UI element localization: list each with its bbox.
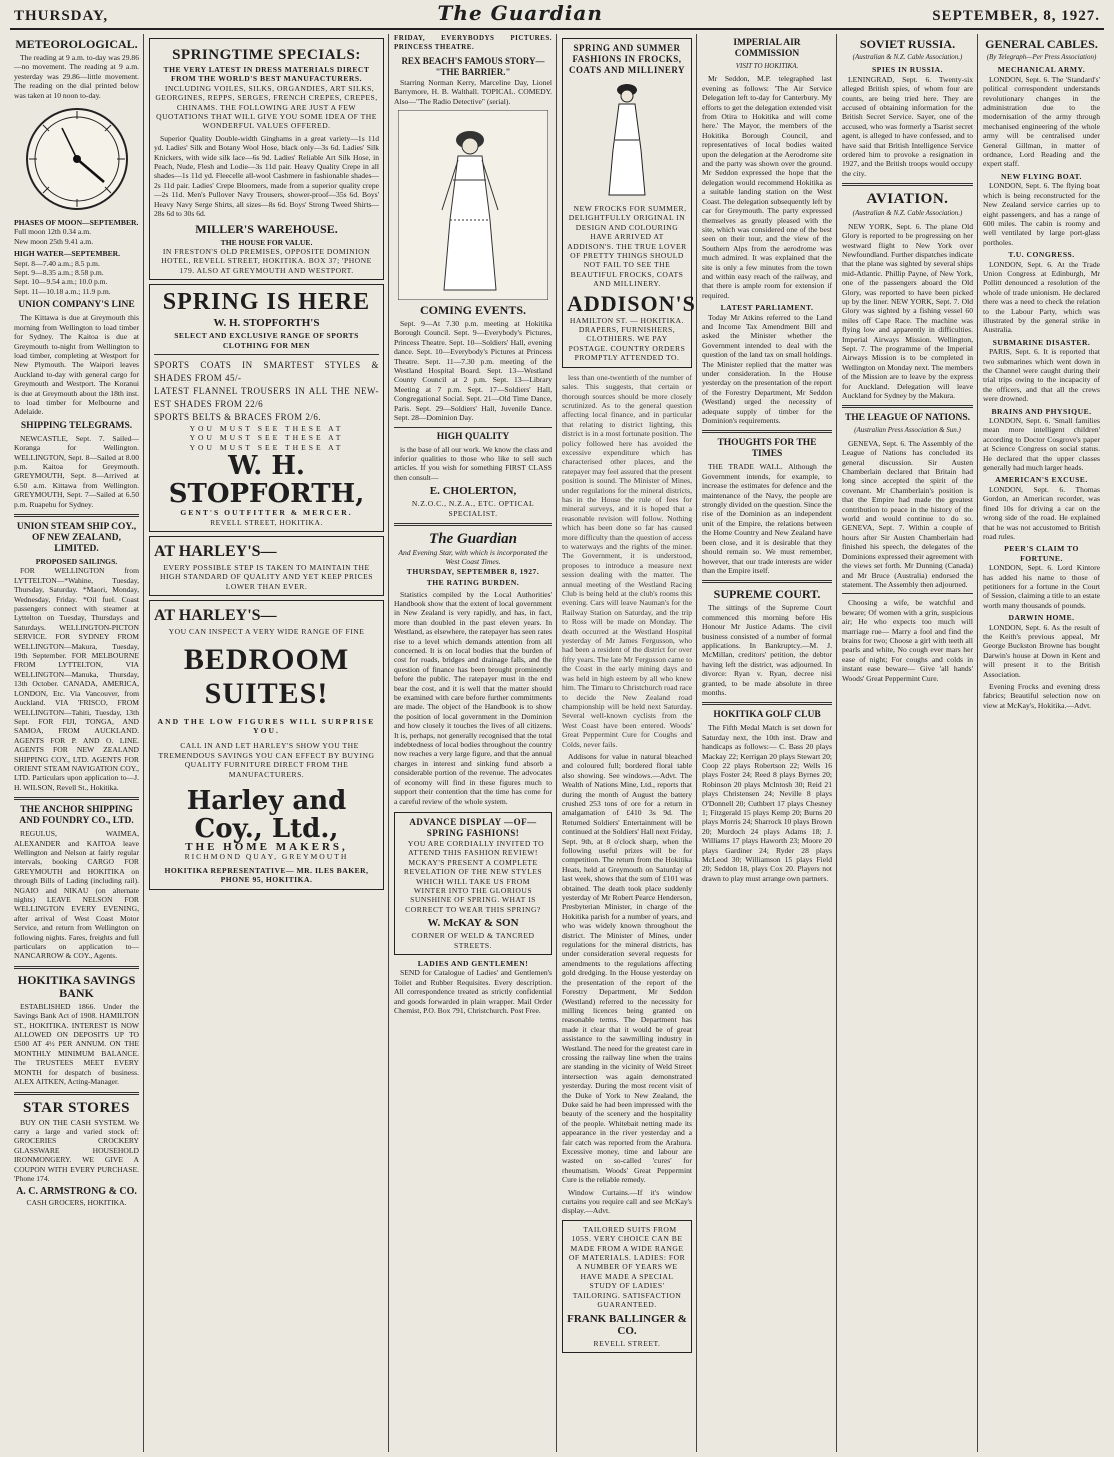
american-excuse-heading: AMERICAN'S EXCUSE. [995,475,1088,485]
masthead [10,1,1104,30]
divider [14,966,139,969]
mckay-advance-display-ad [394,812,552,955]
column-rule [977,34,978,1452]
anchor-shipping-heading: THE ANCHOR SHIPPING AND FOUNDRY CO., LTD. [19,805,134,827]
star-stores-address: CASH GROCERS, HOKITIKA. [26,1198,127,1208]
column-rule [696,34,697,1452]
divider [842,593,973,594]
column-7 [838,34,977,1452]
barrier-text: Starring Norman Kerry, Marceline Day, Lionel Barrymore, H. B. Walthall. TOPICAL. COMEDY. Also—"The Radio Detective" (serial). [394,77,552,106]
fashion-figure-icon [597,80,657,200]
brains-heading: BRAINS AND PHYSIQUE. [991,406,1092,416]
american-excuse-text: LONDON, Sept. 6. Thomas Gordon, an American recorder, was fined 10s for driving a car on the wrong side of the road. He explained that he was not accustomed to British road rules. [983,484,1100,541]
advance-display-heading: ADVANCE DISPLAY —OF— SPRING FASHIONS! [409,816,537,838]
divider [842,183,973,186]
union-steam-ship-text: FOR WELLINGTON from LYTTELTON—*Wahine, Tuesday, Thursday, Saturday. *Maori, Monday, Wednesday, Friday. *Oil fuel. Coast passengers connect with steamer at Lyttelton on Tuesday, Thursdays and Saturdays. WELLINGTON-PICTON SERVICE. FOR SYDNEY FROM WELLINGTON—Makura, Tuesday, 19th September. FOR MELBOURNE FROM LYTTELTON, VIA WELLINGTON—Manuka, Thursday, 13th October. CANADA, AMERICA, LONDON, Etc. Via Vancouver, from Auckland. VIA 'FRISCO, FROM WELLINGTON—Tahiti, Tuesday, 13th Sept. FOR FIJI, TONGA, AND SAMOA, FROM AUCKLAND. AGENTS FOR P. AND O. LINE. AGENTS FOR NEW ZEALAND SHIPPING COY., LTD. AGENTS FOR ORIENT STEAM NAVIGATION COY., LTD. Particulars upon application to—J. H. WILSON, Revell St., Hokitika. [14,566,139,792]
coming-events-heading: COMING EVENTS. [419,303,526,318]
news-items-text: Addisons for value in natural bleached and coloured full; bordered floral table also showing. See windows.—Advt. The Wealth of Nations Mine, Ltd., reports that during the month of August the battery crushed 253 tons of ore for a return in amalgamation of £410 3s 9d. The Returned Soldiers' Entertainment will be continued at the Soldiers' Hall next Friday, Sept. 9th, at 8 o'clock sharp, when the following useful prizes will be for competition. The return from the Hokitika Heats, held at Greymouth on Saturday of last week, shows that the sum of £101 was obtained. The death took place suddenly yesterday of Mr Robert Pearce Henderson, Presbyterian Minister, in charge of the Hokitika parish for a number of years, and who was widely known throughout the district. The Minister of Mines, under regulations for the mineral districts, has under consideration several requests for amendments to the regulations affecting gold dredging. In the House yesterday on the presentation of the report of the Forestry Department, Mr Seddon (Westland) referred to the necessity for milling licences being granted on reasonable terms. The Department has made it clear that it would be of great assistance to the sawmilling industry in Westland. The need for the greatest care in crossing the railway line when the trains are standing in the vicinity of Weld Street intersection was again demonstrated yesterday. During the most recent visit of the Duke of York to New Zealand, the Duke said he had been impressed with the beauty of the scenery and the hospitality of the people. Whitebait netting made its appearance in the river yesterday and a fair catch was reported from the Arahura. Excessive money, time and labour are wasted on so-called 'cures' for rheumatism. Woods' Great Peppermint Cure is the reliable remedy. [562,751,692,1185]
cholerton-subtitle: N.Z.O.C., N.Z.A., ETC. OPTICAL SPECIALIST. [411,499,535,518]
parliament-heading: LATEST PARLIAMENT. [720,303,814,313]
stopforth-ad [149,284,384,532]
star-stores-heading: STAR STORES [22,1099,131,1116]
stopforth-name: W. H. STOPFORTH, [168,451,365,510]
divider [14,514,139,517]
addisons-text: NEW FROCKS FOR SUMMER, DELIGHTFULLY ORIGINAL IN DESIGN AND COLOURING HAVE ARRIVED AT ADDISON'S. THE TRUE LOVER OF PRETTY THINGS SHOULD NOT FAIL TO SEE THE BEAUTIFUL FROCKS, COATS AND MILLINERY. [567,204,687,289]
stopforth-line: YOU MUST SEE THESE AT [189,433,344,443]
union-steam-ship-subheading: PROPOSED SAILINGS. [35,557,118,566]
anchor-shipping-text: REGULUS, WAIMEA, ALEXANDER and KAITOA leave Wellington and Nelson at fairly regular intervals, booking CARGO FOR GREYMOUTH and HOKITIKA on through Bills of Lading (including rail). NGAIO and NIKAU (on alternate nights) LEAVE NELSON FOR WELLINGTON EVERY EVENING, after arrival of West Coast Motor Service, and return from Wellington on following nights. Fares, freights and full particulars on application to— NANCARROW & COY., Agents. [14,829,139,961]
flying-boat-text: LONDON, Sept. 6. The flying boat which is being reconstructed for the New Zealand service carries up to eight passengers, and has a range of 600 miles. The cabin is roomy and well ventilated by large port-glass portholes. [983,181,1100,247]
divider [702,702,832,705]
tu-congress-text: LONDON, Sept. 6. At the Trade Union Congress at Edinburgh, Mr Pollitt denounced a resolution of the whole of trade unionism. He declared there was a need to check the relation to the Labour Party, which was illustrated by the general strike in Australia. [983,259,1100,335]
addisons-name: ADDISON'S [567,290,696,316]
moon-heading: PHASES OF MOON—SEPTEMBER. [14,218,139,228]
brains-text: LONDON, Sept. 6. 'Small families mean more intelligent children' according to Doctor Cosgrove's paper at Science Congress on social status. He declared that the upper classes generally had much larger heads. [983,416,1100,473]
tu-congress-heading: T.U. CONGRESS. [1008,250,1075,260]
springtime-subheading: THE VERY LATEST IN DRESS MATERIALS DIRECT FROM THE WORLD'S BEST MANUFACTURERS. [163,65,370,84]
high-water-line: Sept. 11—10.18 a.m.; 11.9 p.m. [14,286,111,296]
millers-slogan: THE HOUSE FOR VALUE. [220,237,313,247]
divider [154,354,379,355]
rating-burden-text: Statistics compiled by the Local Authorities' Handbook show that the extent of local government in New Zealand is very rapidly, and has, in fact, more than doubled in the past eleven years. In Westland, as elsewhere, the ratepayer has seen rates rise to a level which demands attention from all concerned. It is on local bodies that the burden of cost for roads, bridges and drainage falls, and the question of finance has been brought prominently before the public. The ratepayer must in the end bear the cost, and it is well that the matter should be examined with care before further commitments are made. The object of the Handbook is to show the position of local government in the Dominion and how closely it touches the lives of all citizens. It is, perhaps, not generally recognised that the total indebtedness of local bodies throughout the country now reaches a very large figure, and that the annual charges in interest and sinking fund absorb a considerable portion of the revenue. The advocates of economy will find in these figures much to support their contention that the time has come for a careful review of the whole system. [394,589,552,806]
ballinger-ad [562,1220,692,1353]
column-3 [390,34,556,1452]
stopforth-subtitle: SELECT AND EXCLUSIVE RANGE OF SPORTS CLOTHING FOR MEN [174,331,359,350]
column-rule [388,34,389,1452]
divider [702,580,832,583]
union-steam-ship-heading: UNION STEAM SHIP COY., OF NEW ZEALAND, LIMITED. [16,522,137,554]
news-body-text: less than one-twentieth of the number of sales. This suggests, that certain or thorough sources should be more closely scrutinized. As to the general question affecting local finance, and in particular that relating to district lighting, this district is in a most fortunate position. The policy followed here has avoided the excessive expenditure which has characterised other places, and the ratepayer may feel assured that the present position is sound. The Minister of Mines, under regulations for the mineral districts, has in the House the rule of fees for mineral surveys, and it is hoped that a reasonable revision will follow. Nothing which has been done so far has caused more difficulty than the question of access to waterways and the rights of the miner. The Government, it is understood, proposes to introduce a measure next session dealing with the matter. The annual meeting of the Westland Racing Club is being held at the club's rooms this evening. Cars will leave Nauman's for the Railway Station on Saturday, and the trip to Ross will be made on Monday. The death occurred at the Westland Hospital yesterday of Mr James Fergusson, who had been a resident of the district for over fifty years. The late Mr Fergusson came to the Coast in the early mining days and was held in high esteem by all who knew him. The Timaru to Christchurch road race to decide the New Zealand road championship will be held next Saturday. Several well-known cyclists from the West Coast have been entered. Woods' Great Peppermint Cure for Coughs and Colds, never fails. [562,372,692,749]
aviation-heading: AVIATION. [866,191,949,208]
bedroom-subtitle: AND THE LOW FIGURES WILL SURPRISE YOU. [157,716,376,735]
spies-heading: SPIES IN RUSSIA. [871,65,944,75]
savings-bank-text: ESTABLISHED 1866. Under the Savings Bank Act of 1908. HAMILTON ST., HOKITIKA. INTEREST IS NOW ALLOWED ON DEPOSITS UP TO £500 AT 4½ PER ANNUM. ON THE MONTHLY MINIMUM BALANCE. The TRUSTEES MEET EVERY MONTH for despatch of business. ALEX AITKEN, Acting-Manager. [14,1001,139,1087]
ladies-gentlemen-text: SEND for Catalogue of Ladies' and Gentlemen's Toilet and Rubber Requisites. Every description. All correspondence treated as strictly confidential and goods forwarded in plain wrapper. Mail Order Chemist, P.O. Box 791, Christchurch. Post Free. [394,968,552,1015]
column-2 [145,34,388,1452]
harleys-heading: AT HARLEY'S— [154,542,277,560]
union-line-text: The Kittawa is due at Greymouth this morning from Wellington to load timber for Sydney. The Kaitoa is due at Greymouth to-night from Wellington to load timber, completing at Westport for New Plymouth. The Waipori leaves Auckland to-day with general cargo for Greymouth and Westport. The Koranui is due at Greymouth about the 18th inst. to load timber for Melbourne and Adelaide. [14,313,139,417]
league-of-nations-subheading: (Australian Press Association & Sun.) [854,426,961,435]
flying-boat-heading: NEW FLYING BOAT. [1001,171,1082,181]
guardian-editorial-title: The Guardian [429,530,517,547]
stopforth-line: SPORTS COATS IN SMARTEST STYLES & SHADES FROM 45/- [154,359,379,383]
harley-company-name: Harley and Coy., Ltd., [186,786,347,845]
column-4 [558,34,696,1452]
stopforth-line: YOU MUST SEE THESE AT [189,423,344,433]
harleys-ad-2 [149,600,384,889]
harley-representative: HOKITIKA REPRESENTATIVE— MR. ILES BAKER, PHONE 95, HOKITIKA. [164,865,369,885]
column-rule [836,34,837,1452]
mckay-address: CORNER OF WELD & TANCRED STREETS. [411,931,535,950]
high-quality-text: is the base of all our work. We know the class and inferior qualities to those who like to sell such articles. If you wish for something FIRST CLASS then consult— [394,444,552,482]
peer-claim-text: LONDON, Sept. 6. Lord Kintore has added his name to those of petitioners for a fortune in the Court of Session, claiming a title to an estate worth many thousands of pounds. [983,563,1100,610]
harleys-text: EVERY POSSIBLE STEP IS TAKEN TO MAINTAIN THE HIGH STANDARD OF QUALITY AND YET KEEP PRICES LOWER THAN EVER. [160,562,373,591]
star-stores-signature: A. C. ARMSTRONG & CO. [16,1186,137,1198]
stopforth-line: SPORTS BELTS & BRACES FROM 2/6. [154,411,322,422]
masthead-date: SEPTEMBER, 8, 1927. [932,8,1100,24]
golf-club-text: The Fifth Medal Match is set down for Saturday next, the 10th inst. Draw and handicaps as follows:— C. Bass 20 plays Mackay 22; Kerrigan 20 plays Stewart 20; Coop 22 plays Robertson 22; Wells 16 plays Foster 24; Reed 8 plays Byrnes 20; Robinson 20 plays McIntosh 30; Reid 21 plays Christensen 24; Neville 8 plays O'Donnell 20; Cuthbert 17 plays Chesney 1; Fitzgerald 15 plays Kemp 20; Burns 20 plays Morris 24; Sharrock 10 plays Brown 20; Murdoch 24 plays Adams 18; J. Williams 17 plays Haworth 23; Moore 20 plays Gardiner 24; Ryder 28 plays McLeod 30; Williamson 15 plays Field 20; Seddon 18, plays Cox 20. Players not drawn to play must arrange own partners. [702,723,832,883]
parliament-text: Today Mr Atkins referred to the Land and Income Tax Amendment Bill and asked the Minister whether the Government intended to deal with the question of the land tax on small holdings. The Minister replied that the matter was under consideration. In the House yesterday on the presentation of the report of the Forestry Department, Mr Seddon (Westland) urged the necessity of adequate supply of timber for the Dominion's requirements. [702,312,832,426]
thoughts-heading: THOUGHTS FOR THE TIMES [717,438,817,460]
ballinger-address: REVELL STREET. [593,1338,661,1348]
golf-club-heading: HOKITIKA GOLF CLUB [713,710,821,721]
peer-claim-heading: PEER'S CLAIM TO FORTUNE. [1004,544,1079,563]
bedroom-suites-heading: BEDROOM SUITES! [183,642,350,710]
league-of-nations-heading: THE LEAGUE OF NATIONS. [844,413,971,424]
high-water-line: Sept. 10—9.54 a.m.; 10.0 p.m. [14,277,108,287]
shipping-telegrams-heading: SHIPPING TELEGRAMS. [20,420,133,431]
general-cables-heading: GENERAL CABLES. [985,37,1098,51]
submarine-text: PARIS, Sept. 6. It is reported that two submarines which went down in the Channel were caught during their trial trips owing to the incapacity of the officers, and that all the crews were drowned. [983,347,1100,404]
mechanical-army-heading: MECHANICAL ARMY. [997,65,1086,75]
poem-text: Choosing a wife, be watchful and beware; Of women with a grin, suspicious air; He who expects too much will marriage rue— Marry a fool and find the brains for two; Choose a girl with teeth all pearls and white, No cough ever mars her ease of night; For coughs and colds in instant ease beware— Give 'all hands' Woods' Great Peppermint Cure. [842,598,973,683]
league-of-nations-text: GENEVA, Sept. 6. The Assembly of the League of Nations has concluded its general discussion. Sir Austen Chamberlain declared that Britain had long since accepted the spirit of the covenant. Mr Chamberlain's position is that the Empire had made the greatest contribution to peace in the history of the world and would continue to do so. GENEVA, Sept. 7. Within a couple of hours after Sir Austen Chamberlain had finished his speech, the delegates of the Dominions expressed their agreement with the views set forth. Mr Dunning (Canada) and Mr Bruce (Australia) endorsed the statement. The Assembly then adjourned. [842,438,973,589]
mckay-name: W. McKAY & SON [427,917,519,930]
springtime-items: Superior Quality Double-width Ginghams in a great variety—1s 11d yd. Ladies' Silk and Botany Wool Hose, black only—3s 6d. Ladies' Silk Knickers, with wide silk lace—6s 9d. Ladies' Reliable Art Silk Hose, in Peach, Nude, Flesh and Lodie—3s 11d pair. Heavy Quality Crepe in all shades—1s 11d yd. Fleecelle all-wool Cashmere in fashionable shades—2s 11d pair. Ladies' Crepe Bloomers, made from a superior quality crepe—2s 11d. Men's Pullover Navy Trousers, shower-proof—35s 6d. Boys' Heavy Navy Serge Shirts, all sizes—8s 6d. Boys' Strong Tweed Shirts—28s 6d to 30s 6d. [154,133,379,219]
general-cables-subheading: (By Telegraph—Per Press Association) [986,53,1097,61]
stopforth-line: LATEST FLANNEL TROUSERS IN ALL THE NEW-EST SHADES FROM 22/6 [154,385,379,409]
savings-bank-heading: HOKITIKA SAVINGS BANK [17,972,136,1000]
window-curtains-advert: Window Curtains.—If it's window curtains you require call and see McKay's display.—Advt. [562,1187,692,1216]
addisons-heading: SPRING AND SUMMER FASHIONS IN FROCKS, COATS AND MILLINERY [568,43,686,75]
darwin-home-heading: DARWIN HOME. [1008,613,1075,623]
air-commission-heading: IMPERIAL AIR COMMISSION [733,38,801,59]
soviet-russia-subheading: (Australian & N.Z. Cable Association.) [852,53,963,61]
harleys-call-text: CALL IN AND LET HARLEY'S SHOW YOU THE TREMENDOUS SAVINGS YOU CAN EFFECT BY BUYING QUALITY FURNITURE DIRECT FROM THE MANUFACTURERS. [158,741,375,779]
divider [394,427,552,428]
harleys-heading: AT HARLEY'S— [154,607,277,625]
addisons-address: HAMILTON ST. — HOKITIKA. DRAPERS, FURNISHERS, CLOTHIERS. WE PAY POSTAGE. COUNTRY ORDERS PROMPTLY ATTENDED TO. [568,315,686,363]
column-8 [979,34,1104,1452]
soviet-russia-heading: SOVIET RUSSIA. [859,37,956,51]
moon-line: Full moon 12th 0.34 a.m. [14,227,91,237]
harleys-ad-1 [149,536,384,596]
high-water-line: Sept. 8—7.40 a.m.; 8.5 p.m. [14,258,100,268]
ladies-gentlemen-heading: LADIES AND GENTLEMEN! [417,958,529,968]
springtime-specials-ad [149,38,384,280]
union-line-heading: UNION COMPANY'S LINE [18,300,135,311]
harley-address: RICHMOND QUAY, GREYMOUTH [184,852,349,862]
guardian-editorial-subtitle: And Evening Star, with which is incorporated the West Coast Times. [398,547,548,567]
springtime-heading: SPRINGTIME SPECIALS: [172,47,361,63]
aviation-subheading: (Australian & N.Z. Cable Association.) [852,209,963,218]
supreme-court-text: The sittings of the Supreme Court commenced this morning before His Honour Mr Justice Adams. The civil business consisted of a number of formal applications. In Bankruptcy.—M. J. McMillan, creditors' petition, the debtor having left the district, was adjourned. In divorce: Ryan v. Ryan, decree nisi granted, to be made absolute in three months. [702,603,832,697]
divider [14,797,139,800]
barometer-dial-icon [22,104,132,214]
theatre-heading: FRIDAY, EVERYBODYS PICTURES. PRINCESS THEATRE. [394,34,552,52]
tailored-suits-text: TAILORED SUITS FROM 105S. VERY CHOICE CAN BE MADE FROM A WIDE RANGE OF MATERIALS. LADIES: FOR A NUMBER OF YEARS WE HAVE MADE A SPECIAL STUDY OF LADIES' TAILORING. SATISFACTION GUARANTEED. [568,1224,686,1310]
high-water-heading: HIGH WATER—SEPTEMBER. [14,249,121,259]
fashion-illustration-icon [398,110,548,300]
mechanical-army-text: LONDON, Sept. 6. The 'Standard's' political correspondent understands revolutionary changes in the administration due to the modernisation of the army through mechanised engineering of the whole army will be centralised under General Gillman, in matter of ordnance, Lord Reading and the expert staff. [983,74,1100,169]
millers-warehouse-name: MILLER'S WAREHOUSE. [195,221,338,236]
thoughts-text: THE TRADE WALL. Although the Government intends, for example, to increase the estimates for defence and the maintenance of the Navy, the people are strongly divided on the question. Since the rise of the Dominion as an independent unit of the Empire, the relations between the Home Country and New Zealand have been close, and it is desirable that they should remain so. We must remember, however, that our trade interests are wider than the Empire itself. [702,462,832,575]
column-6 [698,34,836,1452]
harley-home-makers: THE HOME MAKERS, [185,841,348,854]
high-water-line: Sept. 9—8.35 a.m.; 8.58 p.m. [14,268,104,278]
stopforth-title: W. H. STOPFORTH'S [213,317,320,330]
divider [842,405,973,408]
moon-line: New moon 25th 9.41 a.m. [14,236,94,246]
submarine-heading: SUBMARINE DISASTER. [992,337,1091,347]
editorial-date: THURSDAY, SEPTEMBER 8, 1927. [406,566,540,576]
meteorological-heading: METEOROLOGICAL. [15,37,138,51]
masthead-day: THURSDAY, [14,8,109,24]
shipping-telegrams-text: NEWCASTLE, Sept. 7. Sailed—Koranga for Wellington. WELLINGTON, Sept. 8—Sailed at 8.00 p.m. Kaitoa for Greymouth. GREYMOUTH, Sept. 8—Arrived at 6.50 a.m. Kittawa from Wellington. GREYMOUTH, Sept. 7—Sailed at 6.50 p.m. Ruapehu for Sydney. [14,433,139,509]
column-1 [10,34,143,1452]
divider [702,430,832,433]
high-quality-heading: HIGH QUALITY [436,431,510,442]
column-rule [143,34,144,1452]
stopforth-address: REVELL STREET, HOKITIKA. [210,517,323,527]
star-stores-text: BUY ON THE CASH SYSTEM. We carry a large and varied stock of: GROCERIES CROCKERY GLASSWARE HOUSEHOLD IRONMONGERY. WE GIVE A COUPON WITH EVERY PURCHASE. 'Phone 174. [14,1117,139,1183]
ballinger-name: FRANK BALLINGER & CO. [567,1312,687,1337]
aviation-text: NEW YORK, Sept. 6. The plane Old Glory is reported to be progressing on her westward flight to New York over Newfoundland. Further dispatches indicate that the plane was sighted by several ships mid-Atlantic. Phillip Payne, of New York, one of the passengers aboard the Old Glory, was reported to have been picked up by the liner. NEW YORK, Sept. 7. Old Glory was sighted by a fishing vessel 60 miles off Cape Race. The machine was flying low and apparently in difficulties. Imperial Airways Mission. Wellington, Sept. 7. The programme of the Imperial Airways Mission is to be completed in Wellington on Monday next. The members of the Mission are to leave by the express for Auckland. Delegation will leave Auckland for Sydney by the Makura. [842,221,973,400]
spring-is-here-heading: SPRING IS HERE [162,289,371,316]
millers-address: IN FRESTON'S OLD PREMISES, OPPOSITE DOMINION HOTEL, REVELL STREET, HOKITIKA. BOX 37; 'PHONE 179. ALSO AT GREYMOUTH AND WESTPORT. [161,246,372,275]
evening-frocks-advert: Evening Frocks and evening dress fabrics; Beautiful selection now on view at McKay's, Hokitika.—Advt. [983,682,1100,710]
divider [14,1092,139,1095]
addisons-ad [562,38,696,368]
advance-display-text: YOU ARE CORDIALLY INVITED TO ATTEND THIS FASHION REVIEW! MCKAY'S PRESENT A COMPLETE REVELATION OF THE NEW STYLES WHICH WILL TAKE US FROM WINTER INTO THE GLORIOUS SUNSHINE OF SPRING. WHAT IS CORRECT TO WEAR THIS SPRING? [403,838,545,914]
masthead-title: The Guardian [437,1,603,25]
cholerton-name: E. CHOLERTON, [429,485,517,498]
soviet-russia-text: LENINGRAD, Sept. 6. Twenty-six alleged British spies, of whom four are counts, are being tried here. They are accused of obtaining information for the British Secret Service. Sayer, one of the accused, who was formerly a Tsarist secret agent, is alleged to have confessed, and to have said that British Intelligence Service ordered him to provoke a resignation in 1927, and the British troops would occupy the city. [842,74,973,178]
supreme-court-heading: SUPREME COURT. [713,587,821,602]
coming-events-text: Sept. 9—At 7.30 p.m. meeting at Hokitika Borough Council. Sept. 9—Everybody's Pictures, Princess Theatre. Sept. 10—Soldiers' Hall, evening dance. Sept. 10—Everybody's Pictures at Princess Theatre. Sept. 11—7.30 p.m. meeting of the Westland Hospital Board. Sept. 13—Westland County Council at 2 p.m. Sept. 13—Library Meeting at 7 p.m. Sept. 17—Soldiers' Hall, Congregational Social. Sept. 21—Old Time Dance, Paris. Sept. 29—Soldiers' Hall, Juvenile Dance. Sept. 28—Dominion Day. [394,319,552,423]
air-commission-text: Mr Seddon, M.P. telegraphed last evening as follows: 'The Air Service Delegation left to-day for Canterbury. My efforts to get the delegation extended visit from Otira to Hokitika and will come here.' The Mayor, the members of the Hokitika Borough Council, and representatives of local bodies waited upon the delegation at the Aerodrome site and the party was shown over the ground. Mr Seddon expressed the hope that the delegation would recommend Hokitika as a suitable landing station on the West Coast. The delegation subsequently left by car for Greymouth. The party expressed themselves as greatly pleased with the site, which was considered one of the best seen on their tour, and the view of the Southern Alps from the aerodrome was much admired. It was explained that the site is only a few minutes from the town and within easy reach of the railway, and that there is ample room for extension if required. [702,74,832,300]
springtime-text: INCLUDING VOILES, SILKS, ORGANDIES, ART SILKS, GEORGINES, REPPS, SERGES, FRENCH CREPES, CREPES, CHINAMS. THE FOLLOWING ARE JUST A FEW QUOTATIONS THAT WILL GIVE YOU SOME IDEA OF THE WONDERFUL VALUES OFFERED. [155,83,378,131]
meteorological-text: The reading at 9 a.m. to-day was 29.86—no movement. The reading at 9 a.m. yesterday was 29.86—little movement. The reading on the dial printed below was taken at 10 noon to-day. [14,53,139,100]
stopforth-trade: GENT'S OUTFITTER & MERCER. [180,508,353,518]
air-commission-subheading: VISIT TO HOKITIKA. [735,62,799,70]
rating-burden-heading: THE RATING BURDEN. [426,578,520,588]
column-rule [556,34,557,1452]
stopforth-line: YOU MUST SEE THESE AT [189,442,344,452]
darwin-home-text: LONDON, Sept. 6. As the result of the Keith's previous appeal, Mr George Buckston Browne has bought Darwin's house at Down in Kent and will present it to the British Association. [983,622,1100,679]
harleys-text: YOU CAN INSPECT A VERY WIDE RANGE OF FINE [168,627,365,637]
divider [394,523,552,526]
barrier-heading: REX BEACH'S FAMOUS STORY— "THE BARRIER." [401,55,545,77]
